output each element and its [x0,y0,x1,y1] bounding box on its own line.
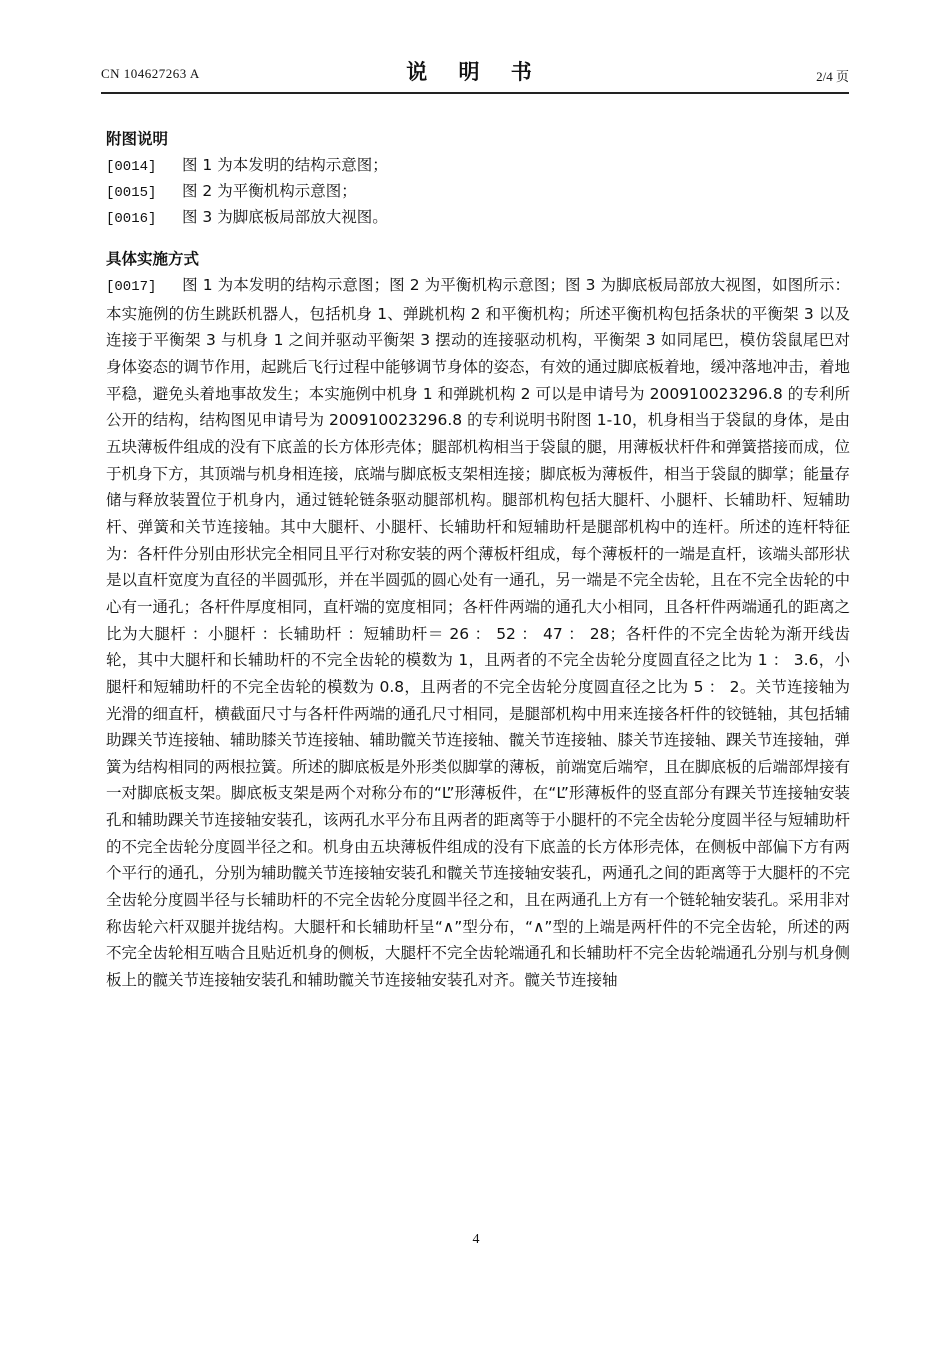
page-number: 4 [472,1232,480,1247]
figure-description: 图 3 为脚底板局部放大视图。 [182,208,388,226]
document-number: CN 104627263 A [101,66,200,81]
paragraph-text: 图 1 为本发明的结构示意图；图 2 为平衡机构示意图；图 3 为脚底板局部放大视图，如图所示：本实施例的仿生跳跃机器人，包括机身 1、弹跳机构 2 和平衡机构；所述平衡机构包括条状的平衡架 3 以及连接于平衡架 3 与机身 1 之间并驱动平衡架 3 摆动的连接驱动机构，平衡架 3 如同尾巴，模仿袋鼠尾巴对身体姿态的调节作用，起跳后飞行过程中能够调节身体的姿态，有效的通过脚底板着地，缓冲落地冲击，着地平稳，避免头着地事故发生；本实施例中机身 1 和弹跳机构 2 可以是申请号为 200910023296.8 的专利所公开的结构，结构图见申请号为 200910023296.8 的专利说明书附图 1-10，机身相当于袋鼠的身体，是由五块薄板件组成的没有下底盖的长方体形壳体；腿部机构相当于袋鼠的腿，用薄板状杆件和弹簧搭接而成，位于机身下方，其顶端与机身相连接，底端与脚底板支架相连接；脚底板为薄板件，相当于袋鼠的脚掌；能量存储与释放装置位于机身内，通过链轮链条驱动腿部机构。腿部机构包括大腿杆、小腿杆、长辅助杆、短辅助杆、弹簧和关节连接轴。其中大腿杆、小腿杆、长辅助杆和短辅助杆是腿部机构中的连杆。所述的连杆特征为：各杆件分别由形状完全相同且平行对称安装的两个薄板杆组成，每个薄板杆的一端是直杆，该端头部形状是以直杆宽度为直径的半圆弧形，并在半圆弧的圆心处有一通孔，另一端是不完全齿轮，且在不完全齿轮的中心有一通孔；各杆件厚度相同，直杆端的宽度相同；各杆件两端的通孔大小相同，且各杆件两端通孔的距离之比为大腿杆 ：小腿杆 ：长辅助杆 ：短辅助杆＝ 26 ： 52 ： 47 ： 28；各杆件的不完全齿轮为渐开线齿轮，其中大腿杆和长辅助杆的不完全齿轮的模数为 1，且两者的不完全齿轮分度圆直径之比为 1 ： 3.6，小腿杆和短辅助杆的不完全齿轮的模数为 0.8，且两者的不完全齿轮分度圆直径之比为 5 ： 2。关节连接轴为光滑的细直杆，横截面尺寸与各杆件两端的通孔尺寸相同，是腿部机构中用来连接各杆件的铰链轴，其包括辅助踝关节连接轴、辅助膝关节连接轴、辅助髋关节连接轴、髋关节连接轴、膝关节连接轴、踝关节连接轴，弹簧为结构相同的两根拉簧。所述的脚底板是外形类似脚掌的薄板，前端宽后端窄，且在脚底板的后端部焊接有一对脚底板支架。脚底板支架是两个对称分布的“L”形薄板件，在“L”形薄板件的竖直部分有踝关节连接轴安装孔和辅助踝关节连接轴安装孔，该两孔水平分布且两者的距离等于小腿杆的不完全齿轮分度圆半径与短辅助杆的不完全齿轮分度圆半径之和。机身由五块薄板件组成的没有下底盖的长方体形壳体，在侧板中部偏下方有两个平行的通孔，分别为辅助髋关节连接轴安装孔和髋关节连接轴安装孔，两通孔之间的距离等于大腿杆的不完全齿轮分度圆半径与长辅助杆的不完全齿轮分度圆半径之和，且在两通孔上方有一个链轮轴安装孔。采用非对称齿轮六杆双腿并拢结构。大腿杆和长辅助杆呈“∧”型分布，“∧”型的上端是两杆件的不完全齿轮，所述的两不完全齿轮相互啮合且贴近机身的侧板，大腿杆不完全齿轮端通孔和长辅助杆不完全齿轮端通孔分别与机身侧板上的髋关节连接轴安装孔和辅助髋关节连接轴安装孔对齐。髋关节连接轴 [106,276,851,990]
page-header [101,52,849,92]
figure-description: 图 2 为平衡机构示意图； [182,182,357,200]
paragraph-number: [0017] [106,279,157,295]
figure-description: 图 1 为本发明的结构示意图； [182,156,388,174]
figure-item [106,204,850,230]
figure-item [106,152,850,178]
paragraph-number: [0015] [106,185,157,201]
embodiment-paragraph [106,272,850,994]
header-divider [101,92,849,94]
embodiment-section-title: 具体实施方式 [106,250,200,268]
paragraph-number: [0016] [106,211,157,227]
page-of-total: 2/4 页 [816,69,849,84]
paragraph-number: [0014] [106,159,157,175]
document-body [106,126,850,994]
document-title: 说 明 书 [406,60,544,84]
figure-item [106,178,850,204]
section-gap [106,230,850,246]
figure-section-title: 附图说明 [106,130,169,148]
